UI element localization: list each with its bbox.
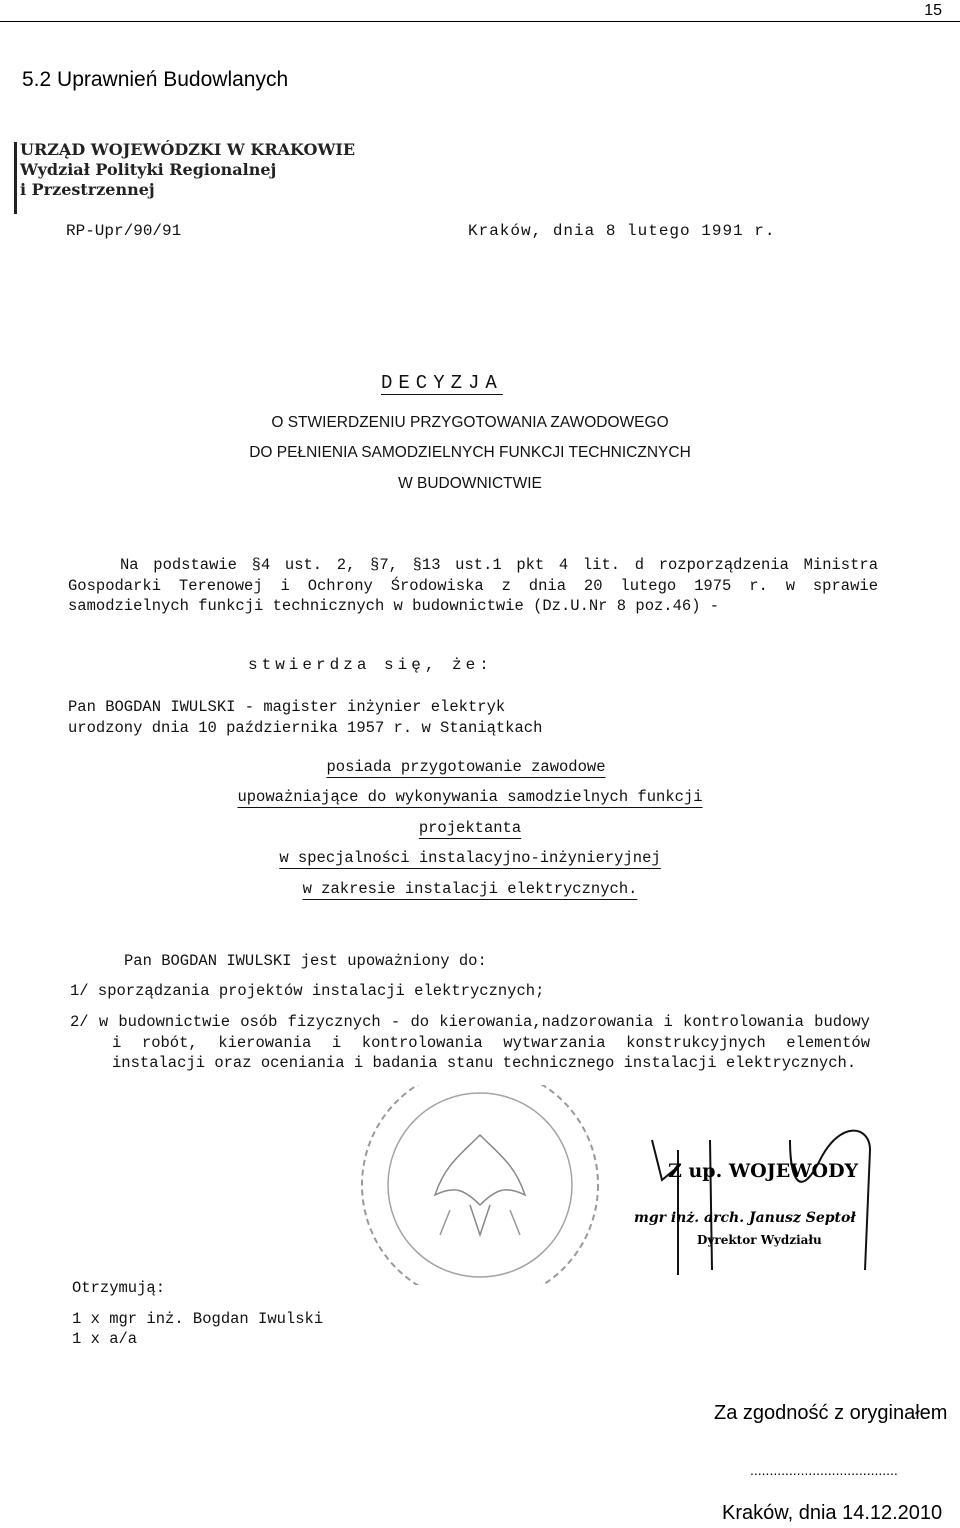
section-title: 5.2 Uprawnień Budowlanych [22,68,289,91]
qualification-line: w zakresie instalacji elektrycznych. [302,880,638,898]
signature-dots: ...................................... [750,1462,898,1478]
authorization-item: 1/ sporządzania projektów instalacji elektrycznych; [70,982,545,1000]
person-line: Pan BOGDAN IWULSKI - magister inżynier elektryk [68,698,506,716]
subtitle-line: DO PEŁNIENIA SAMODZIELNYCH FUNKCJI TECHNICZNYCH [249,444,691,461]
recipient-item: 1 x a/a [72,1330,138,1348]
subtitle-line: W BUDOWNICTWIE [398,475,542,492]
recipient-item: 1 x mgr inż. Bogdan Iwulski [72,1309,324,1328]
qualification-line: upoważniające do wykonywania samodzielnych funkcji [237,788,703,806]
recipients-block [72,1278,323,1350]
qualification-line: posiada przygotowanie zawodowe [326,758,606,776]
page-number: 15 [924,2,942,19]
qualification-line: projektanta [418,819,522,837]
certification-text: Za zgodność z oryginałem [714,1402,948,1424]
qualification-line: w specjalności instalacyjno-inżynieryjnej [279,849,661,867]
subtitle-line: O STWIERDZENIU PRZYGOTOWANIA ZAWODOWEGO [271,414,669,431]
signature-prefix: Z up. [668,1160,723,1182]
basis-paragraph: Na podstawie §4 ust. 2, §7, §13 ust.1 pkt 4 lit. d rozporządzenia Ministra Gospodarki Terenowej i Ochrony Środowiska z dnia 20 lutego 1975 r. w sprawie samodzielnych funkcji technicznych w budownictwie (Dz.U.Nr 8 poz.46) - [68,556,878,615]
authorization-item: 2/ w budownictwie osób fizycznych - do kierowania,nadzorowania i kontrolowania budowy i robót, kierowania i kontrolowania wytwarzania konstrukcyjnych elementów instalacji oraz oceniania i badania stanu technicznego instalacji elektrycznych. [70,1013,870,1072]
statement-heading: stwierdza się, że: [248,656,493,674]
person-line: urodzony dnia 10 października 1957 r. w Staniątkach [68,718,543,737]
person-details [68,697,542,738]
stamp-bar [14,142,17,214]
office-stamp-header [20,140,355,200]
signatory-role: Dyrektor Wydziału [697,1233,822,1247]
signature-office: WOJEWODY [728,1160,859,1182]
official-seal-stamp [350,1085,610,1285]
certification-date: Kraków, dnia 14.12.2010 [722,1502,943,1524]
header-rule [0,21,960,22]
document-date: Kraków, dnia 8 lutego 1991 r. [468,222,776,240]
authorization-intro: Pan BOGDAN IWULSKI jest upoważniony do: [124,952,487,970]
stamp-line: Wydział Polityki Regionalnej [20,160,277,179]
stamp-line: i Przestrzennej [20,180,155,199]
stamp-line: URZĄD WOJEWÓDZKI W KRAKOWIE [20,140,356,159]
recipients-title: Otrzymują: [72,1279,166,1297]
handwritten-signature [640,1120,900,1280]
signature-block [668,1160,858,1182]
decision-title: DECYZJA [381,372,503,394]
signatory-name: mgr inż. arch. Janusz Septoł [634,1210,856,1226]
reference-number: RP-Upr/90/91 [66,222,182,240]
